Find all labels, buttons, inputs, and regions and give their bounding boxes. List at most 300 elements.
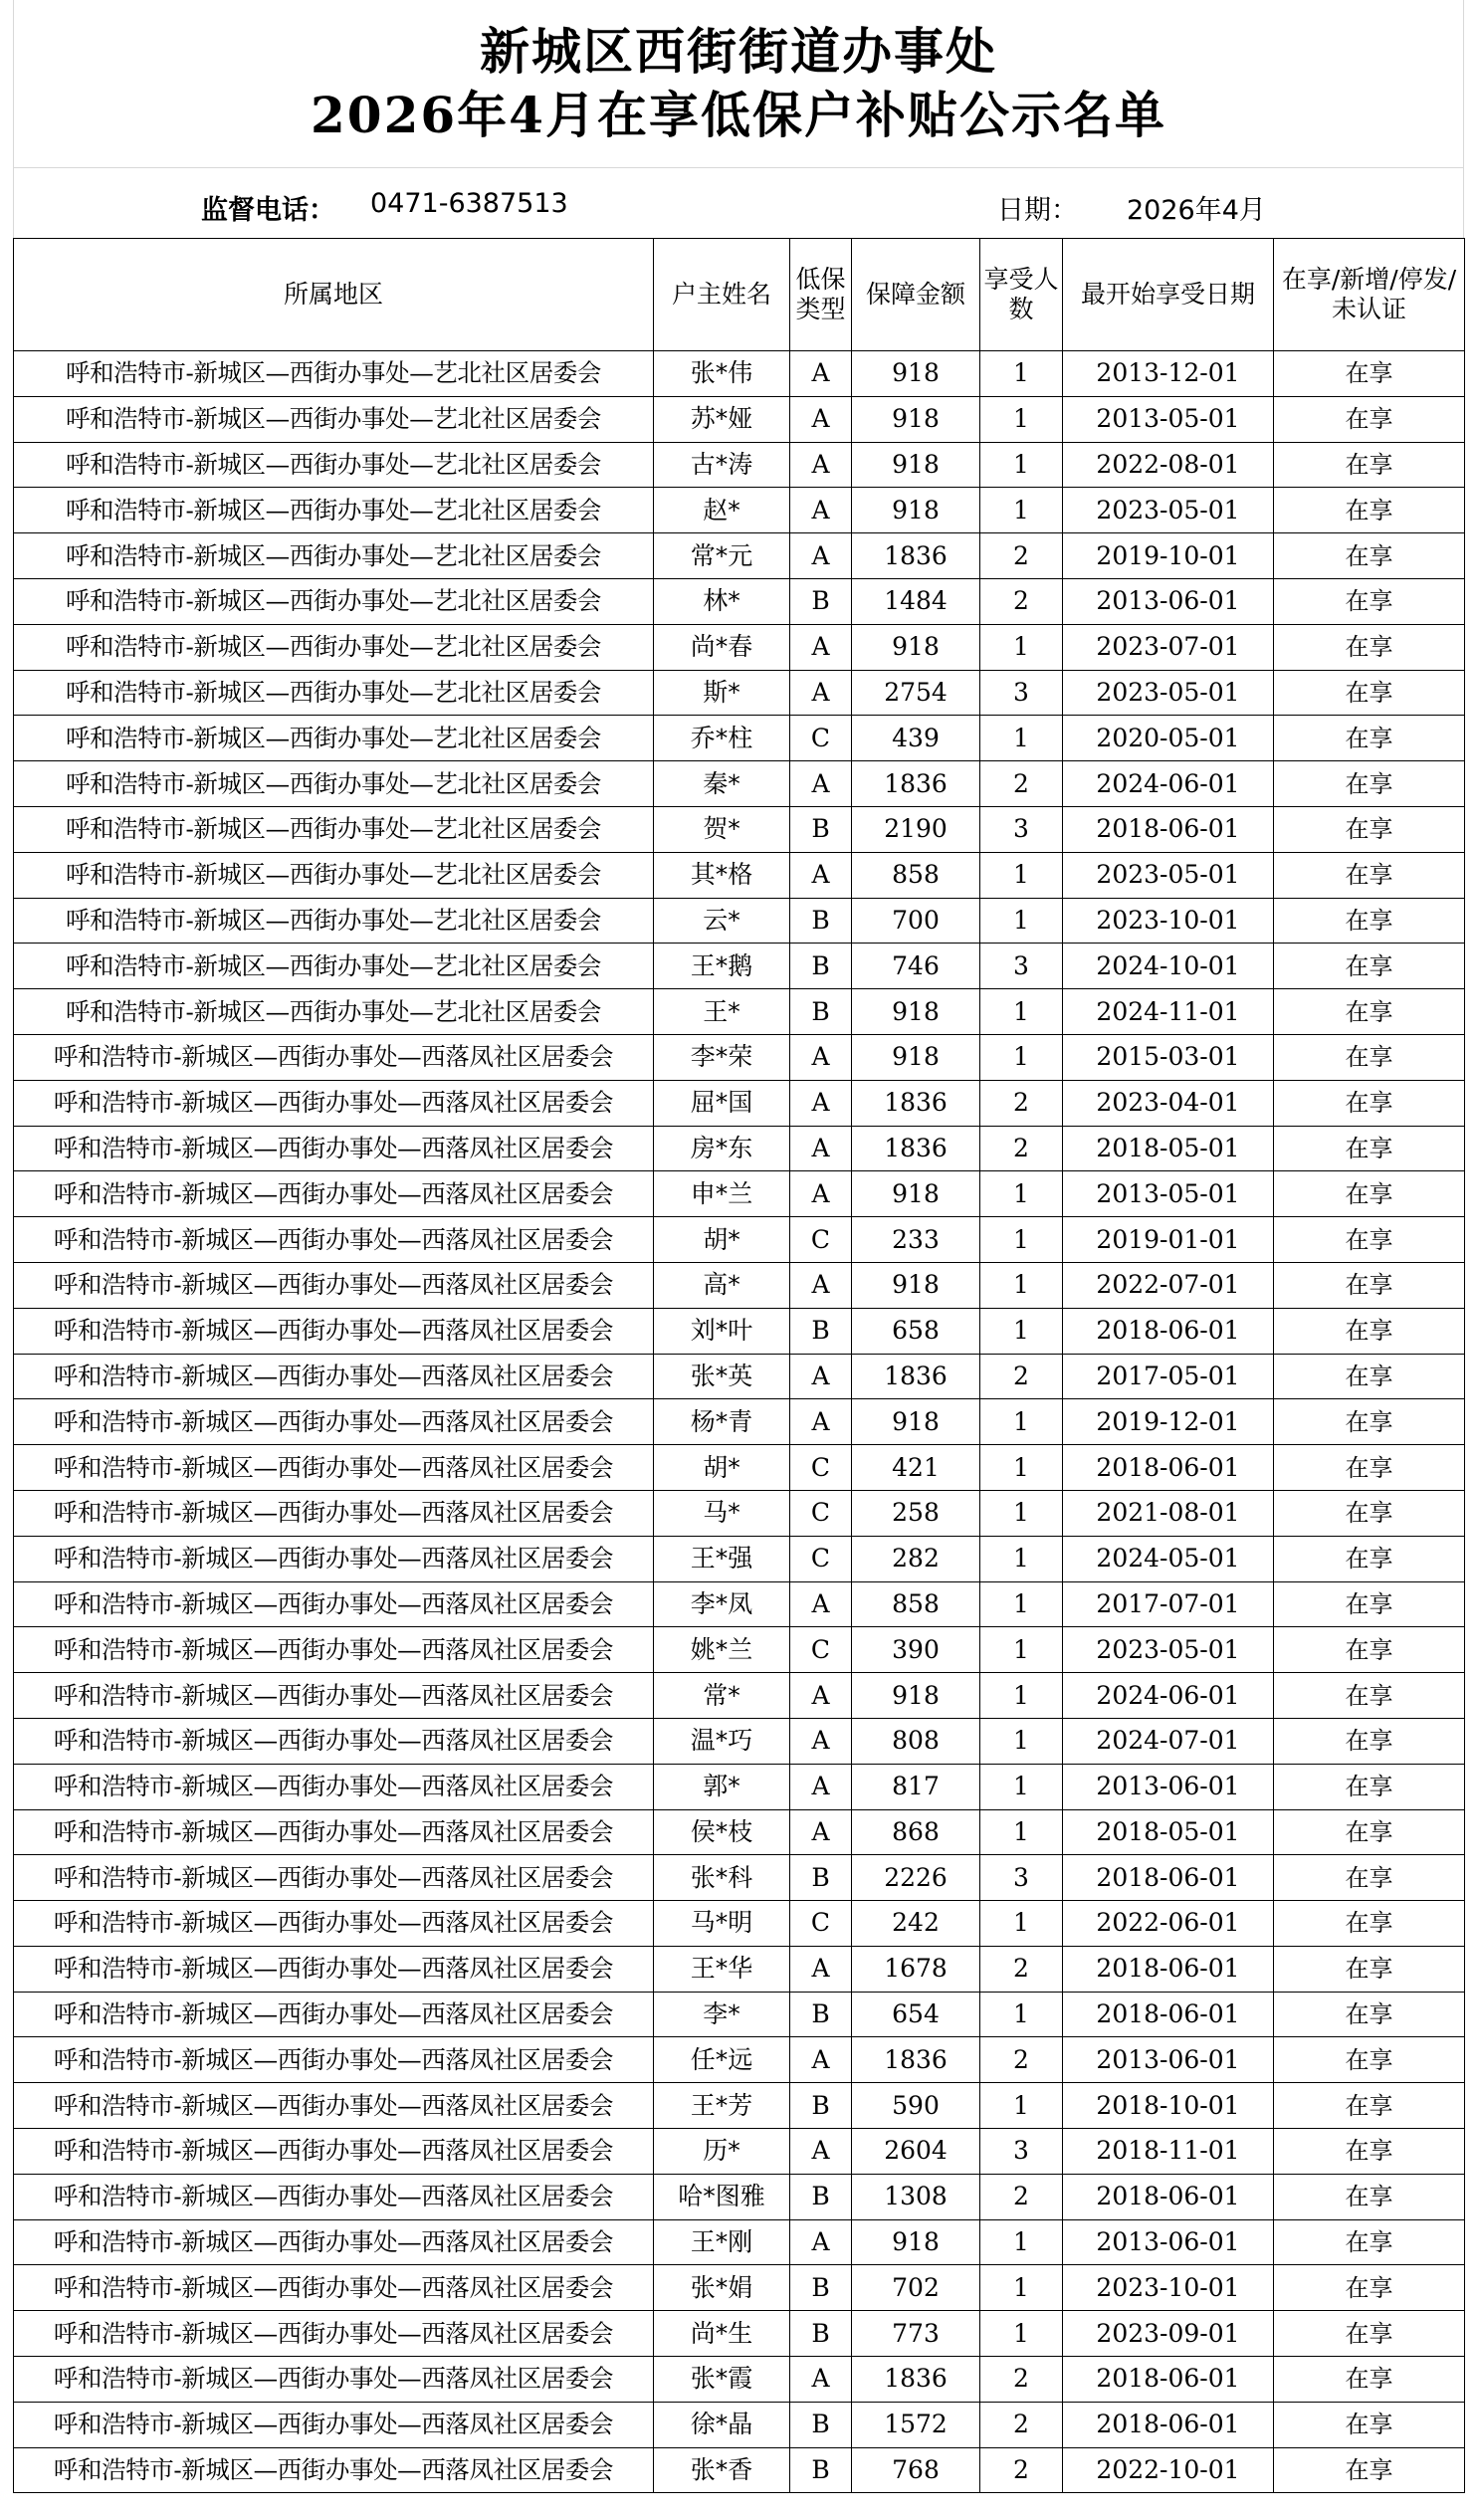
table-row (14, 944, 1465, 989)
cell-start-date: 2018-06-01 (1063, 1946, 1274, 1992)
cell-start-date: 2023-09-01 (1063, 2311, 1274, 2357)
cell-type: A (790, 1354, 852, 1399)
cell-amount: 746 (852, 944, 980, 989)
cell-householder: 赵* (654, 488, 790, 533)
cell-householder: 贺* (654, 806, 790, 852)
cell-type: A (790, 2037, 852, 2083)
cell-amount: 654 (852, 1992, 980, 2037)
table-row (14, 488, 1465, 533)
notice-title: 2026年4月在享低保户补贴公示名单 (311, 86, 1166, 144)
cell-type: A (790, 2219, 852, 2265)
cell-type: B (790, 578, 852, 624)
cell-region: 呼和浩特市-新城区—西街办事处—西落凤社区居委会 (14, 2174, 654, 2219)
cell-region: 呼和浩特市-新城区—西街办事处—西落凤社区居委会 (14, 1627, 654, 1673)
table-row (14, 2219, 1465, 2265)
cell-persons: 2 (980, 578, 1063, 624)
cell-amount: 658 (852, 1308, 980, 1354)
cell-status: 在享 (1274, 716, 1465, 761)
cell-status: 在享 (1274, 1308, 1465, 1354)
cell-amount: 1572 (852, 2402, 980, 2447)
cell-persons: 1 (980, 1490, 1063, 1536)
cell-region: 呼和浩特市-新城区—西街办事处—艺北社区居委会 (14, 624, 654, 670)
cell-status: 在享 (1274, 1080, 1465, 1126)
cell-region: 呼和浩特市-新城区—西街办事处—西落凤社区居委会 (14, 1354, 654, 1399)
cell-persons: 2 (980, 1354, 1063, 1399)
cell-type: A (790, 1034, 852, 1080)
table-row (14, 2037, 1465, 2083)
cell-start-date: 2019-12-01 (1063, 1399, 1274, 1445)
cell-status: 在享 (1274, 1217, 1465, 1263)
cell-amount: 918 (852, 351, 980, 397)
cell-persons: 2 (980, 2357, 1063, 2403)
table-row (14, 2311, 1465, 2357)
cell-persons: 1 (980, 1809, 1063, 1855)
cell-amount: 2754 (852, 670, 980, 716)
cell-start-date: 2013-05-01 (1063, 396, 1274, 442)
cell-persons: 1 (980, 1308, 1063, 1354)
cell-status: 在享 (1274, 2357, 1465, 2403)
cell-start-date: 2019-10-01 (1063, 533, 1274, 579)
cell-start-date: 2024-11-01 (1063, 989, 1274, 1035)
cell-householder: 乔*柱 (654, 716, 790, 761)
cell-status: 在享 (1274, 1034, 1465, 1080)
cell-region: 呼和浩特市-新城区—西街办事处—西落凤社区居委会 (14, 1992, 654, 2037)
cell-persons: 2 (980, 2174, 1063, 2219)
cell-amount: 233 (852, 1217, 980, 1263)
table-row (14, 1262, 1465, 1308)
cell-householder: 林* (654, 578, 790, 624)
cell-householder: 古*涛 (654, 442, 790, 488)
cell-amount: 421 (852, 1445, 980, 1491)
cell-persons: 3 (980, 806, 1063, 852)
cell-amount: 918 (852, 1399, 980, 1445)
cell-type: A (790, 670, 852, 716)
cell-persons: 1 (980, 852, 1063, 898)
table-row (14, 1809, 1465, 1855)
cell-region: 呼和浩特市-新城区—西街办事处—西落凤社区居委会 (14, 1080, 654, 1126)
cell-householder: 胡* (654, 1445, 790, 1491)
cell-persons: 1 (980, 2265, 1063, 2311)
cell-start-date: 2013-06-01 (1063, 2219, 1274, 2265)
header-region: 所属地区 (14, 239, 654, 351)
cell-start-date: 2023-05-01 (1063, 1627, 1274, 1673)
cell-amount: 590 (852, 2083, 980, 2129)
cell-persons: 1 (980, 1673, 1063, 1719)
cell-status: 在享 (1274, 898, 1465, 944)
cell-start-date: 2024-10-01 (1063, 944, 1274, 989)
table-row (14, 2402, 1465, 2447)
cell-householder: 李*荣 (654, 1034, 790, 1080)
cell-type: A (790, 488, 852, 533)
cell-persons: 1 (980, 1901, 1063, 1947)
cell-persons: 1 (980, 1581, 1063, 1627)
cell-start-date: 2013-06-01 (1063, 578, 1274, 624)
cell-start-date: 2017-07-01 (1063, 1581, 1274, 1627)
table-row (14, 1126, 1465, 1171)
table-row (14, 1581, 1465, 1627)
cell-type: A (790, 1764, 852, 1809)
cell-amount: 808 (852, 1718, 980, 1764)
table-row (14, 1490, 1465, 1536)
cell-type: A (790, 2357, 852, 2403)
table-row (14, 1080, 1465, 1126)
cell-householder: 哈*图雅 (654, 2174, 790, 2219)
cell-status: 在享 (1274, 1718, 1465, 1764)
cell-amount: 858 (852, 852, 980, 898)
cell-type: B (790, 2265, 852, 2311)
table-row (14, 1764, 1465, 1809)
cell-householder: 李*凤 (654, 1581, 790, 1627)
cell-region: 呼和浩特市-新城区—西街办事处—艺北社区居委会 (14, 806, 654, 852)
cell-status: 在享 (1274, 761, 1465, 807)
cell-status: 在享 (1274, 533, 1465, 579)
cell-region: 呼和浩特市-新城区—西街办事处—西落凤社区居委会 (14, 1673, 654, 1719)
cell-start-date: 2018-06-01 (1063, 2357, 1274, 2403)
cell-householder: 斯* (654, 670, 790, 716)
cell-status: 在享 (1274, 806, 1465, 852)
table-row (14, 1855, 1465, 1901)
cell-householder: 任*远 (654, 2037, 790, 2083)
table-row (14, 578, 1465, 624)
cell-region: 呼和浩特市-新城区—西街办事处—西落凤社区居委会 (14, 2402, 654, 2447)
cell-region: 呼和浩特市-新城区—西街办事处—西落凤社区居委会 (14, 2265, 654, 2311)
cell-persons: 1 (980, 989, 1063, 1035)
cell-persons: 1 (980, 1171, 1063, 1217)
table-row (14, 442, 1465, 488)
cell-householder: 张*香 (654, 2447, 790, 2493)
cell-region: 呼和浩特市-新城区—西街办事处—西落凤社区居委会 (14, 2447, 654, 2493)
cell-region: 呼和浩特市-新城区—西街办事处—西落凤社区居委会 (14, 1764, 654, 1809)
cell-start-date: 2023-10-01 (1063, 898, 1274, 944)
header-type: 低保类型 (790, 239, 852, 351)
cell-amount: 2190 (852, 806, 980, 852)
cell-amount: 1836 (852, 1126, 980, 1171)
cell-persons: 1 (980, 1627, 1063, 1673)
cell-amount: 768 (852, 2447, 980, 2493)
cell-persons: 1 (980, 624, 1063, 670)
phone-number: 0471-6387513 (370, 188, 568, 219)
cell-persons: 2 (980, 2447, 1063, 2493)
cell-householder: 尚*春 (654, 624, 790, 670)
cell-type: C (790, 1901, 852, 1947)
cell-amount: 918 (852, 1673, 980, 1719)
cell-region: 呼和浩特市-新城区—西街办事处—西落凤社区居委会 (14, 1946, 654, 1992)
cell-persons: 1 (980, 1399, 1063, 1445)
cell-region: 呼和浩特市-新城区—西街办事处—西落凤社区居委会 (14, 2357, 654, 2403)
table-row (14, 2129, 1465, 2175)
cell-region: 呼和浩特市-新城区—西街办事处—艺北社区居委会 (14, 944, 654, 989)
cell-householder: 高* (654, 1262, 790, 1308)
cell-region: 呼和浩特市-新城区—西街办事处—艺北社区居委会 (14, 989, 654, 1035)
cell-amount: 918 (852, 1171, 980, 1217)
cell-type: A (790, 1171, 852, 1217)
cell-status: 在享 (1274, 624, 1465, 670)
cell-persons: 1 (980, 488, 1063, 533)
cell-amount: 2226 (852, 1855, 980, 1901)
cell-persons: 1 (980, 1034, 1063, 1080)
cell-type: C (790, 1490, 852, 1536)
cell-region: 呼和浩特市-新城区—西街办事处—西落凤社区居委会 (14, 1308, 654, 1354)
cell-householder: 马* (654, 1490, 790, 1536)
table-row (14, 716, 1465, 761)
cell-householder: 张*英 (654, 1354, 790, 1399)
table-row (14, 806, 1465, 852)
cell-region: 呼和浩特市-新城区—西街办事处—艺北社区居委会 (14, 716, 654, 761)
cell-amount: 700 (852, 898, 980, 944)
cell-persons: 2 (980, 2037, 1063, 2083)
cell-start-date: 2024-07-01 (1063, 1718, 1274, 1764)
cell-region: 呼和浩特市-新城区—西街办事处—西落凤社区居委会 (14, 1399, 654, 1445)
cell-amount: 817 (852, 1764, 980, 1809)
cell-persons: 2 (980, 1080, 1063, 1126)
cell-region: 呼和浩特市-新城区—西街办事处—艺北社区居委会 (14, 396, 654, 442)
table-row (14, 1034, 1465, 1080)
cell-amount: 2604 (852, 2129, 980, 2175)
table-row (14, 852, 1465, 898)
cell-type: A (790, 1673, 852, 1719)
cell-region: 呼和浩特市-新城区—西街办事处—西落凤社区居委会 (14, 1217, 654, 1263)
cell-status: 在享 (1274, 578, 1465, 624)
cell-householder: 王*刚 (654, 2219, 790, 2265)
cell-amount: 439 (852, 716, 980, 761)
cell-type: A (790, 1399, 852, 1445)
cell-status: 在享 (1274, 989, 1465, 1035)
cell-householder: 刘*叶 (654, 1308, 790, 1354)
cell-type: B (790, 2402, 852, 2447)
table-row (14, 1445, 1465, 1491)
cell-householder: 张*娟 (654, 2265, 790, 2311)
cell-type: A (790, 396, 852, 442)
cell-amount: 282 (852, 1536, 980, 1581)
cell-status: 在享 (1274, 442, 1465, 488)
cell-householder: 申*兰 (654, 1171, 790, 1217)
cell-persons: 1 (980, 1262, 1063, 1308)
cell-amount: 918 (852, 1034, 980, 1080)
cell-status: 在享 (1274, 2402, 1465, 2447)
table-row (14, 670, 1465, 716)
cell-start-date: 2023-10-01 (1063, 2265, 1274, 2311)
cell-amount: 858 (852, 1581, 980, 1627)
cell-status: 在享 (1274, 1764, 1465, 1809)
cell-region: 呼和浩特市-新城区—西街办事处—西落凤社区居委会 (14, 2037, 654, 2083)
cell-region: 呼和浩特市-新城区—西街办事处—艺北社区居委会 (14, 351, 654, 397)
cell-amount: 1836 (852, 1354, 980, 1399)
cell-householder: 杨*青 (654, 1399, 790, 1445)
cell-region: 呼和浩特市-新城区—西街办事处—西落凤社区居委会 (14, 1262, 654, 1308)
cell-persons: 3 (980, 2129, 1063, 2175)
cell-persons: 2 (980, 1126, 1063, 1171)
table-row (14, 2083, 1465, 2129)
table-body (14, 351, 1465, 2493)
table-row (14, 1536, 1465, 1581)
cell-status: 在享 (1274, 1536, 1465, 1581)
cell-amount: 390 (852, 1627, 980, 1673)
cell-region: 呼和浩特市-新城区—西街办事处—西落凤社区居委会 (14, 1581, 654, 1627)
info-row (13, 167, 1464, 238)
table-row (14, 2447, 1465, 2493)
cell-amount: 258 (852, 1490, 980, 1536)
cell-region: 呼和浩特市-新城区—西街办事处—艺北社区居委会 (14, 488, 654, 533)
table-row (14, 624, 1465, 670)
cell-type: C (790, 1536, 852, 1581)
table-row (14, 898, 1465, 944)
table-row (14, 1171, 1465, 1217)
cell-status: 在享 (1274, 2311, 1465, 2357)
table-row (14, 351, 1465, 397)
cell-householder: 徐*晶 (654, 2402, 790, 2447)
cell-start-date: 2023-05-01 (1063, 852, 1274, 898)
cell-type: A (790, 1946, 852, 1992)
table-row (14, 1308, 1465, 1354)
cell-status: 在享 (1274, 1399, 1465, 1445)
cell-start-date: 2022-10-01 (1063, 2447, 1274, 2493)
title-block (13, 0, 1464, 167)
cell-amount: 702 (852, 2265, 980, 2311)
cell-persons: 1 (980, 1445, 1063, 1491)
cell-status: 在享 (1274, 2129, 1465, 2175)
cell-type: B (790, 1855, 852, 1901)
cell-householder: 郭* (654, 1764, 790, 1809)
date-value: 2026年4月 (1127, 195, 1266, 226)
cell-region: 呼和浩特市-新城区—西街办事处—西落凤社区居委会 (14, 1718, 654, 1764)
table-row (14, 1718, 1465, 1764)
cell-persons: 1 (980, 442, 1063, 488)
cell-amount: 1836 (852, 1080, 980, 1126)
cell-status: 在享 (1274, 2174, 1465, 2219)
cell-type: B (790, 989, 852, 1035)
cell-householder: 历* (654, 2129, 790, 2175)
header-status: 在享/新增/停发/未认证 (1274, 239, 1465, 351)
cell-status: 在享 (1274, 852, 1465, 898)
cell-start-date: 2022-07-01 (1063, 1262, 1274, 1308)
cell-type: A (790, 761, 852, 807)
cell-persons: 3 (980, 670, 1063, 716)
cell-type: A (790, 442, 852, 488)
table-row (14, 1992, 1465, 2037)
cell-start-date: 2013-06-01 (1063, 2037, 1274, 2083)
cell-type: A (790, 1581, 852, 1627)
cell-amount: 868 (852, 1809, 980, 1855)
cell-householder: 李* (654, 1992, 790, 2037)
cell-persons: 1 (980, 1536, 1063, 1581)
cell-type: C (790, 716, 852, 761)
cell-status: 在享 (1274, 2083, 1465, 2129)
cell-amount: 1308 (852, 2174, 980, 2219)
cell-type: A (790, 533, 852, 579)
date-label: 日期： (997, 195, 1078, 226)
cell-start-date: 2018-06-01 (1063, 806, 1274, 852)
cell-type: A (790, 1262, 852, 1308)
cell-amount: 1836 (852, 2037, 980, 2083)
cell-start-date: 2018-06-01 (1063, 2174, 1274, 2219)
cell-region: 呼和浩特市-新城区—西街办事处—西落凤社区居委会 (14, 1855, 654, 1901)
cell-amount: 918 (852, 624, 980, 670)
cell-persons: 1 (980, 1992, 1063, 2037)
cell-status: 在享 (1274, 670, 1465, 716)
cell-start-date: 2023-05-01 (1063, 670, 1274, 716)
cell-type: B (790, 944, 852, 989)
cell-householder: 王*强 (654, 1536, 790, 1581)
cell-type: B (790, 2447, 852, 2493)
cell-status: 在享 (1274, 2265, 1465, 2311)
cell-region: 呼和浩特市-新城区—西街办事处—西落凤社区居委会 (14, 1901, 654, 1947)
cell-persons: 3 (980, 1855, 1063, 1901)
cell-region: 呼和浩特市-新城区—西街办事处—西落凤社区居委会 (14, 2129, 654, 2175)
cell-amount: 1836 (852, 2357, 980, 2403)
cell-region: 呼和浩特市-新城区—西街办事处—西落凤社区居委会 (14, 2219, 654, 2265)
cell-householder: 常*元 (654, 533, 790, 579)
cell-householder: 房*东 (654, 1126, 790, 1171)
cell-householder: 秦* (654, 761, 790, 807)
cell-status: 在享 (1274, 1490, 1465, 1536)
cell-type: B (790, 2083, 852, 2129)
cell-persons: 2 (980, 533, 1063, 579)
cell-persons: 1 (980, 898, 1063, 944)
cell-householder: 其*格 (654, 852, 790, 898)
cell-householder: 王* (654, 989, 790, 1035)
cell-status: 在享 (1274, 1581, 1465, 1627)
cell-persons: 1 (980, 2311, 1063, 2357)
cell-persons: 3 (980, 944, 1063, 989)
cell-region: 呼和浩特市-新城区—西街办事处—西落凤社区居委会 (14, 1809, 654, 1855)
cell-amount: 918 (852, 2219, 980, 2265)
cell-persons: 1 (980, 396, 1063, 442)
cell-start-date: 2023-04-01 (1063, 1080, 1274, 1126)
cell-householder: 王*芳 (654, 2083, 790, 2129)
cell-region: 呼和浩特市-新城区—西街办事处—西落凤社区居委会 (14, 1536, 654, 1581)
cell-type: A (790, 1809, 852, 1855)
cell-status: 在享 (1274, 396, 1465, 442)
cell-start-date: 2018-10-01 (1063, 2083, 1274, 2129)
cell-region: 呼和浩特市-新城区—西街办事处—西落凤社区居委会 (14, 2083, 654, 2129)
cell-region: 呼和浩特市-新城区—西街办事处—艺北社区居委会 (14, 852, 654, 898)
cell-amount: 1484 (852, 578, 980, 624)
cell-region: 呼和浩特市-新城区—西街办事处—艺北社区居委会 (14, 898, 654, 944)
cell-start-date: 2023-05-01 (1063, 488, 1274, 533)
cell-persons: 1 (980, 2219, 1063, 2265)
phone-label: 监督电话： (201, 195, 335, 226)
cell-status: 在享 (1274, 1946, 1465, 1992)
cell-type: A (790, 1718, 852, 1764)
cell-region: 呼和浩特市-新城区—西街办事处—艺北社区居委会 (14, 442, 654, 488)
cell-region: 呼和浩特市-新城区—西街办事处—西落凤社区居委会 (14, 1490, 654, 1536)
cell-type: B (790, 1992, 852, 2037)
table-row (14, 2174, 1465, 2219)
table-row (14, 2265, 1465, 2311)
cell-region: 呼和浩特市-新城区—西街办事处—西落凤社区居委会 (14, 2311, 654, 2357)
cell-householder: 姚*兰 (654, 1627, 790, 1673)
cell-householder: 云* (654, 898, 790, 944)
cell-type: A (790, 624, 852, 670)
table-header-row (14, 239, 1465, 351)
cell-start-date: 2013-05-01 (1063, 1171, 1274, 1217)
cell-amount: 918 (852, 488, 980, 533)
cell-status: 在享 (1274, 2447, 1465, 2493)
cell-type: A (790, 852, 852, 898)
cell-householder: 常* (654, 1673, 790, 1719)
cell-status: 在享 (1274, 1627, 1465, 1673)
cell-status: 在享 (1274, 1262, 1465, 1308)
cell-start-date: 2024-06-01 (1063, 761, 1274, 807)
office-title: 新城区西街街道办事处 (480, 22, 997, 81)
cell-type: B (790, 1308, 852, 1354)
cell-region: 呼和浩特市-新城区—西街办事处—西落凤社区居委会 (14, 1445, 654, 1491)
cell-amount: 1678 (852, 1946, 980, 1992)
cell-start-date: 2024-05-01 (1063, 1536, 1274, 1581)
cell-status: 在享 (1274, 1901, 1465, 1947)
cell-start-date: 2023-07-01 (1063, 624, 1274, 670)
cell-householder: 王*鹅 (654, 944, 790, 989)
